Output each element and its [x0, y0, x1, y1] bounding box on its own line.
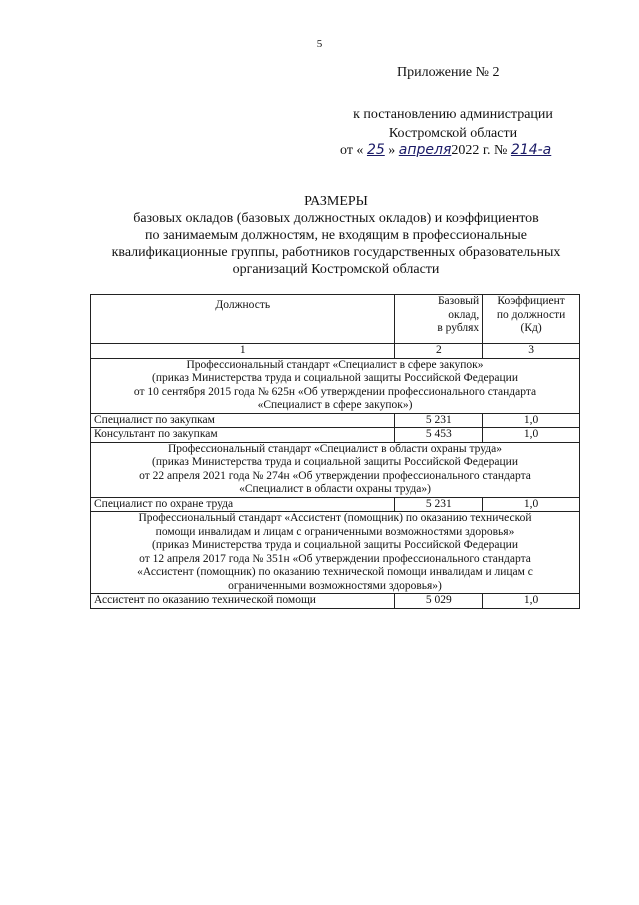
salary-table [90, 294, 580, 609]
standard2-line4: «Специалист в области охраны труда») [239, 483, 431, 495]
table-numbering-row [91, 344, 580, 359]
title-line1: базовых окладов (базовых должностных окладов) и коэффициентов [133, 211, 539, 226]
standard3-line1: Профессиональный стандарт «Ассистент (помощник) по оказанию технической [138, 512, 532, 524]
numbering-col2: 2 [395, 344, 483, 359]
row4-position: Ассистент по оказанию технической помощи [91, 594, 395, 609]
decree-year: 2022 г. № [451, 143, 508, 158]
decree-month: апреля [398, 142, 452, 158]
header-coef-l2: по должности [496, 308, 566, 321]
header-salary-l2: оклад, [448, 308, 480, 321]
numbering-col3: 3 [483, 344, 580, 359]
title-line3: квалификационные группы, работников государственных образовательных [111, 245, 561, 260]
appendix-label: Приложение № 2 [397, 65, 500, 80]
standard3-line5: «Ассистент (помощник) по оказанию технической помощи инвалидам и лицам с [137, 566, 533, 578]
row3-coefficient: 1,0 [483, 497, 580, 512]
header-salary-l1: Базовый [437, 295, 480, 307]
row2-salary: 5 453 [395, 428, 483, 443]
document-title [90, 193, 582, 278]
row3-salary: 5 231 [395, 497, 483, 512]
decree-quote-close: » [388, 143, 396, 158]
standard2-line2: (приказ Министерства труда и социальной защиты Российской Федерации [152, 456, 518, 468]
standard2-line3: от 22 апреля 2021 года № 274н «Об утверждении профессионального стандарта [139, 469, 531, 482]
standard3-line4: от 12 апреля 2017 года № 351н «Об утверждении профессионального стандарта [139, 552, 531, 565]
table-row [91, 497, 580, 512]
standard2-line1: Профессиональный стандарт «Специалист в области охраны труда» [167, 442, 503, 455]
table-header-row [91, 295, 580, 344]
decree-date-number [340, 142, 551, 159]
row1-coefficient: 1,0 [483, 413, 580, 428]
row1-position: Специалист по закупкам [91, 413, 395, 428]
row4-coefficient: 1,0 [483, 594, 580, 609]
table-row [91, 428, 580, 443]
standard3-line2: помощи инвалидам и лицам с ограниченными возможностями здоровья» [155, 525, 515, 538]
standard1-line1: Профессиональный стандарт «Специалист в сфере закупок» [186, 358, 484, 371]
page-number: 5 [316, 38, 323, 50]
row3-position: Специалист по охране труда [91, 497, 395, 512]
decree-number: 214-а [510, 142, 552, 158]
numbering-col1: 1 [91, 344, 395, 359]
standard-section-1 [91, 358, 580, 413]
standard-section-2 [91, 442, 580, 497]
standard-section-3 [91, 512, 580, 594]
title-line4: организаций Костромской области [232, 262, 440, 277]
header-salary-l3: в рублях [437, 322, 480, 334]
header-position: Должность [91, 295, 395, 344]
standard1-line2: (приказ Министерства труда и социальной защиты Российской Федерации [152, 372, 518, 384]
row1-salary: 5 231 [395, 413, 483, 428]
row4-salary: 5 029 [395, 594, 483, 609]
title-main: РАЗМЕРЫ [304, 194, 368, 209]
standard3-line3: (приказ Министерства труда и социальной защиты Российской Федерации [152, 539, 518, 551]
standard-section-row [91, 442, 580, 497]
standard1-line3: от 10 сентября 2015 года № 625н «Об утверждении профессионального стандарта [133, 385, 537, 398]
decree-reference [333, 105, 573, 143]
title-line2: по занимаемым должностям, не входящим в профессиональные [145, 228, 527, 243]
table-row [91, 594, 580, 609]
row2-position: Консультант по закупкам [91, 428, 395, 443]
row2-coefficient: 1,0 [483, 428, 580, 443]
standard3-line6: ограниченными возможностями здоровья») [228, 579, 442, 592]
standard-section-row [91, 358, 580, 413]
decree-reference-line2: Костромской области [388, 126, 518, 141]
header-salary [395, 295, 483, 344]
header-coef-l3: (Кд) [520, 322, 542, 334]
table-row [91, 413, 580, 428]
standard1-line4: «Специалист в сфере закупок») [257, 399, 413, 411]
decree-prefix: от « [340, 143, 364, 158]
decree-day: 25 [366, 142, 385, 158]
header-coefficient [483, 295, 580, 344]
header-coef-l1: Коэффициент [497, 295, 565, 307]
standard-section-row [91, 512, 580, 594]
decree-reference-line1: к постановлению администрации [353, 107, 553, 122]
